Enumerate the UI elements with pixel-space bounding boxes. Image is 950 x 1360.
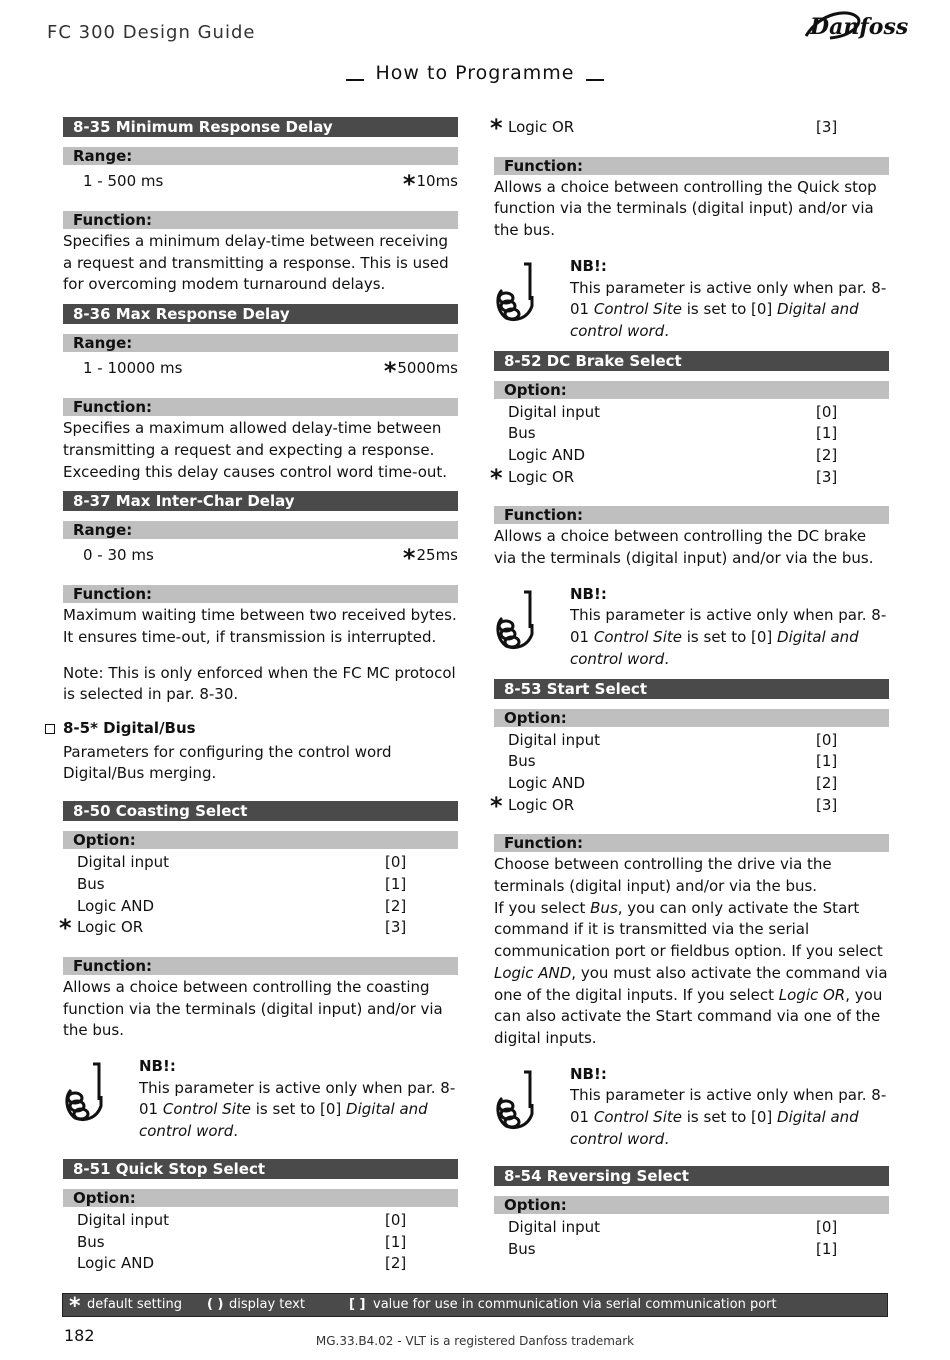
nb-text: This parameter is active only when par. 8-01 Control Site is set to [0] Digital and control word. xyxy=(139,1078,456,1141)
option-row: Bus [1] xyxy=(508,752,838,771)
note-text: Note: This is only enforced when the FC MC protocol is selected in par. 8-30. xyxy=(63,663,456,704)
option-row: Bus [1] xyxy=(508,1240,838,1259)
default-value: *5000ms xyxy=(383,356,458,385)
range-label: Range: xyxy=(63,521,458,539)
nb-label: NB!: xyxy=(139,1057,176,1075)
option-row: Digital input [0] xyxy=(508,730,838,749)
heading-dash-right xyxy=(586,79,604,81)
group-box-icon xyxy=(45,724,55,734)
option-row: Bus [1] xyxy=(77,874,407,893)
option-row: Bus [1] xyxy=(77,1232,407,1251)
right-column xyxy=(490,114,889,1261)
param-title: 8-51 Quick Stop Select xyxy=(63,1159,458,1179)
param-title: 8-35 Minimum Response Delay xyxy=(63,117,458,137)
param-title: 8-37 Max Inter-Char Delay xyxy=(63,491,458,511)
default-star-icon: * xyxy=(59,914,72,943)
section-heading: How to Programme xyxy=(0,62,950,84)
option-row-default: * Logic OR [3] xyxy=(59,914,407,943)
range-value: 1 - 500 ms xyxy=(83,172,164,190)
nb-label: NB!: xyxy=(570,584,607,603)
nb-label: NB!: xyxy=(570,1064,607,1083)
legend-bracket-symbol: [ ] xyxy=(349,1297,366,1312)
param-title: 8-50 Coasting Select xyxy=(63,801,458,821)
range-row xyxy=(63,169,458,198)
nb-note xyxy=(494,1064,889,1151)
document-title: FC 300 Design Guide xyxy=(47,22,256,43)
function-label: Function: xyxy=(494,834,889,852)
option-row: Digital input [0] xyxy=(77,853,407,872)
range-label: Range: xyxy=(63,147,458,165)
heading-dash-left xyxy=(346,79,364,81)
default-value: *10ms xyxy=(402,169,458,198)
pointing-hand-icon xyxy=(494,588,542,652)
function-text: Allows a choice between controlling the DC brake via the terminals (digital input) and/or via the bus. xyxy=(494,527,874,568)
default-star-icon: * xyxy=(383,356,397,385)
default-star-icon: * xyxy=(402,543,416,572)
function-label: Function: xyxy=(63,211,458,229)
param-title: 8-54 Reversing Select xyxy=(494,1166,889,1186)
function-text: Allows a choice between controlling the coasting function via the terminals (digital input) and/or via the bus. xyxy=(63,977,443,1040)
function-label: Function: xyxy=(494,157,889,175)
function-text: Specifies a maximum allowed delay-time between transmitting a request and expecting a response. Exceeding this delay causes control word time-out. xyxy=(63,419,448,481)
function-text: Allows a choice between controlling the Quick stop function via the terminals (digital input) and/or via the bus. xyxy=(494,177,877,240)
pointing-hand-icon xyxy=(494,260,542,324)
option-row-default: * Logic OR [3] xyxy=(490,791,838,820)
option-row: Logic AND [2] xyxy=(508,773,838,792)
pointing-hand-icon xyxy=(63,1060,111,1124)
param-title: 8-36 Max Response Delay xyxy=(63,304,458,324)
default-star-icon: * xyxy=(490,791,503,820)
legend-display-text: display text xyxy=(229,1297,305,1312)
group-heading: 8-5* Digital/Bus xyxy=(63,718,458,740)
param-title: 8-53 Start Select xyxy=(494,679,889,699)
range-value: 1 - 10000 ms xyxy=(83,359,183,378)
function-label: Function: xyxy=(63,398,458,416)
footer-trademark: MG.33.B4.02 - VLT is a registered Danfoss trademark xyxy=(315,1334,635,1348)
option-label: Option: xyxy=(63,1189,458,1207)
nb-text: This parameter is active only when par. 8-01 Control Site is set to [0] Digital and control word. xyxy=(570,606,887,668)
nb-text: This parameter is active only when par. 8-01 Control Site is set to [0] Digital and control word. xyxy=(570,1086,887,1148)
option-row: Digital input [0] xyxy=(508,1218,838,1237)
option-label: Option: xyxy=(63,831,458,849)
function-label: Function: xyxy=(63,585,458,603)
option-row: Bus [1] xyxy=(508,424,838,443)
page-number: 182 xyxy=(64,1326,95,1345)
option-label: Option: xyxy=(494,381,889,399)
nb-text: This parameter is active only when par. 8-01 Control Site is set to [0] Digital and control word. xyxy=(570,278,887,340)
nb-note xyxy=(494,256,889,343)
range-row xyxy=(63,356,458,385)
option-row: Logic AND [2] xyxy=(77,896,407,915)
default-star-icon: * xyxy=(69,1294,81,1319)
option-label: Option: xyxy=(494,709,889,727)
group-description: Parameters for configuring the control word Digital/Bus merging. xyxy=(63,742,392,783)
legend-bar xyxy=(62,1293,888,1317)
range-label: Range: xyxy=(63,334,458,352)
option-row: Logic AND [2] xyxy=(508,445,838,464)
default-star-icon: * xyxy=(490,114,503,142)
function-text: Maximum waiting time between two received bytes. It ensures time-out, if transmission is interrupted. xyxy=(63,606,457,646)
range-value: 0 - 30 ms xyxy=(83,546,154,565)
nb-note xyxy=(63,1056,458,1143)
legend-paren-symbol: ( ) xyxy=(207,1297,224,1312)
option-row-default: * Logic OR [3] xyxy=(490,114,838,142)
option-row-default: * Logic OR [3] xyxy=(490,463,838,492)
function-text: Specifies a minimum delay-time between receiving a request and transmitting a response. This is used for overcoming modem turnaround delays. xyxy=(63,232,449,294)
function-label: Function: xyxy=(494,506,889,524)
nb-note xyxy=(494,584,889,671)
legend-serial-value: value for use in communication via serial communication port xyxy=(373,1297,777,1312)
legend-default-setting: default setting xyxy=(87,1297,182,1312)
default-value: *25ms xyxy=(402,543,458,572)
range-row xyxy=(63,543,458,572)
option-label: Option: xyxy=(494,1196,889,1214)
function-text: Choose between controlling the drive via the terminals (digital input) and/or via the bus. If you select Bus, you can only activate the Start command if it is transmitted via the serial communication port or fieldbus option. If you select Logic AND, you must also activate the command via one of the digital inputs. If you select Logic OR, you can also activate the Start command via one of the digital inputs. xyxy=(494,855,888,1047)
option-row: Logic AND [2] xyxy=(77,1254,407,1273)
option-row: Digital input [0] xyxy=(508,402,838,421)
svg-text:Danfoss: Danfoss xyxy=(810,14,909,40)
danfoss-logo xyxy=(800,6,912,44)
pointing-hand-icon xyxy=(494,1068,542,1132)
function-label: Function: xyxy=(63,957,458,975)
default-star-icon: * xyxy=(490,463,503,492)
default-star-icon: * xyxy=(402,169,416,198)
option-row: Digital input [0] xyxy=(77,1210,407,1229)
param-title: 8-52 DC Brake Select xyxy=(494,351,889,371)
left-column xyxy=(59,117,458,1275)
nb-label: NB!: xyxy=(570,256,607,275)
